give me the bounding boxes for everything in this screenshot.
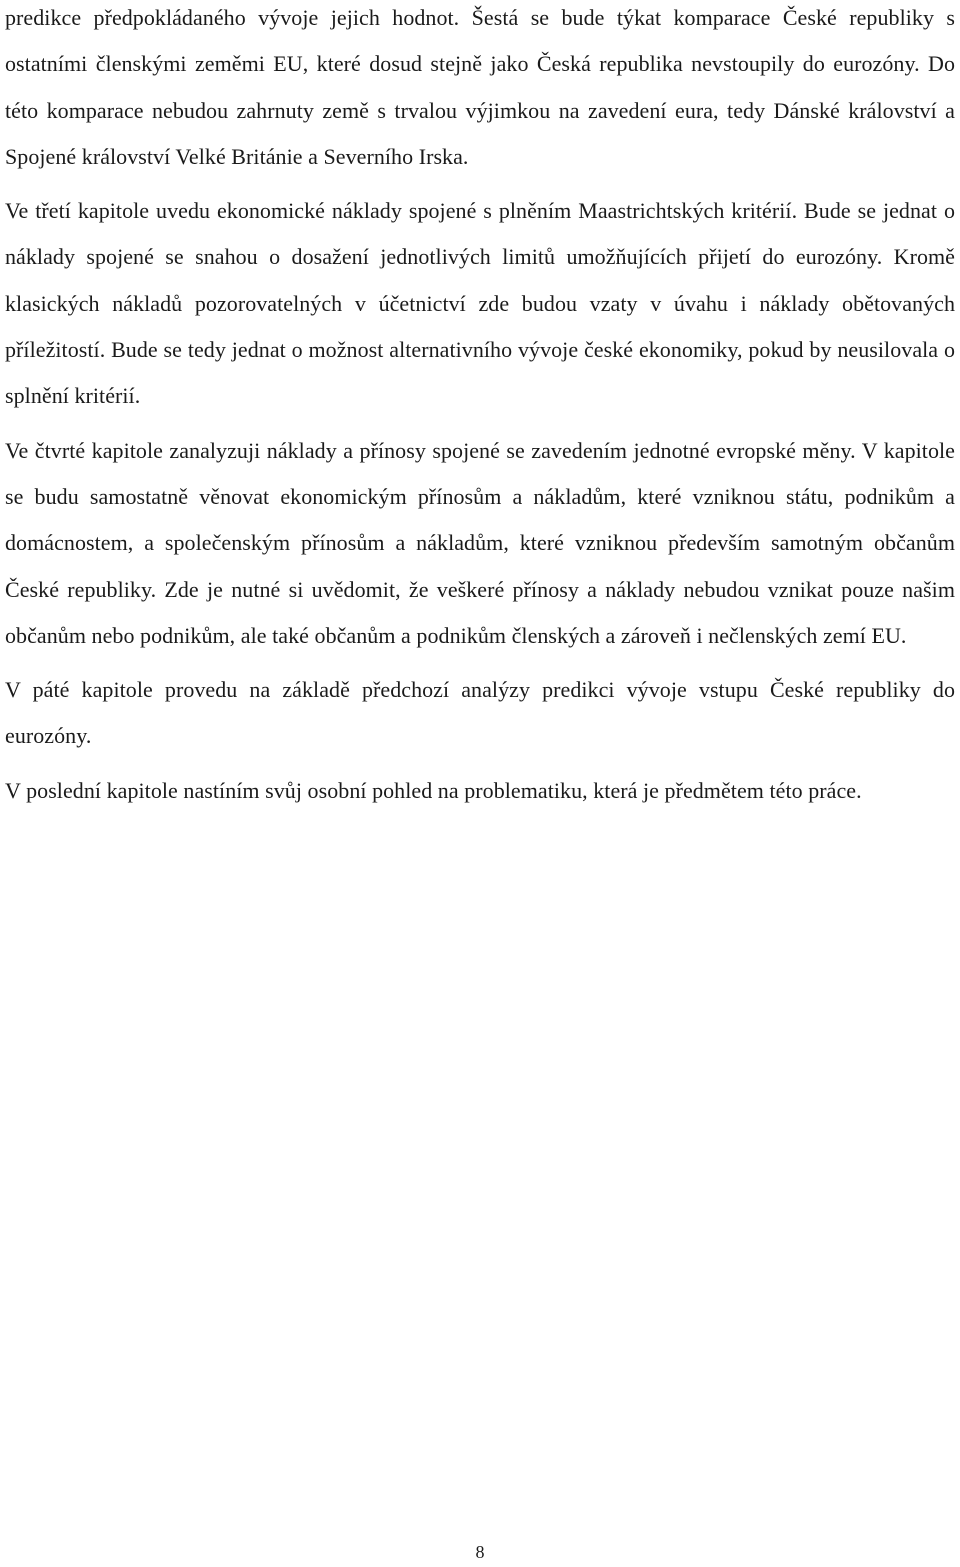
page-number: 8 [475, 1542, 485, 1562]
paragraph-chapter-six: V poslední kapitole nastíním svůj osobní pohled na problematiku, která je předmětem této práce. [5, 777, 862, 803]
document-page [5, 0, 955, 814]
paragraph-chapter-overview-end: predikce předpokládaného vývoje jejich hodnot. Šestá se bude týkat komparace České republiky s ostatními členskými zeměmi EU, které dosud stejně jako Česká republika nevstoupily do eurozóny. Do této komparace nebudou zahrnuty země s trvalou výjimkou na zavedení eura, tedy Dánské království a Spojené království Velké Británie a Severního Irska. [5, 5, 955, 169]
paragraph-chapter-five: V páté kapitole provedu na základě předchozí analýzy predikci vývoje vstupu České republiky do eurozóny. [5, 677, 955, 749]
paragraph-chapter-four: Ve čtvrté kapitole zanalyzuji náklady a přínosy spojené se zavedením jednotné evropské měny. V kapitole se budu samostatně věnovat ekonomickým přínosům a nákladům, které vzniknou státu, podnikům a domácnostem, a společenským přínosům a nákladům, které vzniknou především samotným občanům České republiky. Zde je nutné si uvědomit, že veškeré přínosy a náklady nebudou vznikat pouze našim občanům nebo podnikům, ale také občanům a podnikům členských a zároveň i nečlenských zemí EU. [5, 437, 955, 648]
paragraph-chapter-three: Ve třetí kapitole uvedu ekonomické náklady spojené s plněním Maastrichtských kritérií. Bude se jednat o náklady spojené se snahou o dosažení jednotlivých limitů umožňujících přijetí do eurozóny. Kromě klasických nákladů pozorovatelných v účetnictví zde budou vzaty v úvahu i náklady obětovaných příležitostí. Bude se tedy jednat o možnost alternativního vývoje české ekonomiky, pokud by neusilovala o splnění kritérií. [5, 198, 955, 409]
